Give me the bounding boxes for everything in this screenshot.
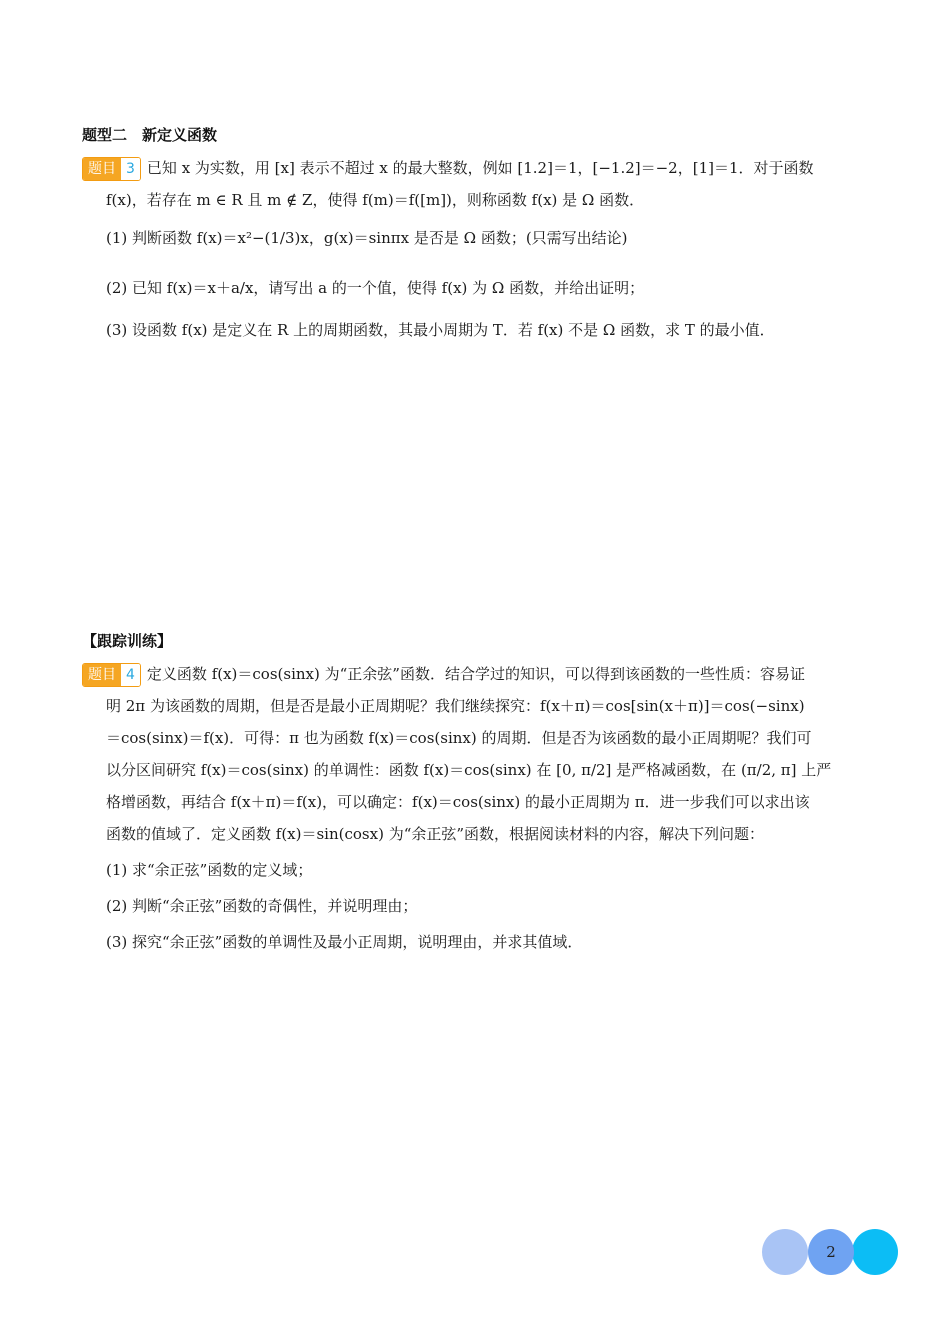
badge-label: 题目 xyxy=(83,158,121,180)
problem-3-item-2: (2) 已知 f(x)＝x＋a/x，请写出 a 的一个值，使得 f(x) 为 Ω 函数，并给出证明； xyxy=(106,279,645,297)
decor-circle-icon xyxy=(762,1229,808,1275)
problem-4-line3: ＝cos(sinx)＝f(x)．可得：π 也为函数 f(x)＝cos(sinx) 的周期．但是否为该函数的最小正周期呢？我们可 xyxy=(106,729,812,747)
problem-3-header xyxy=(82,152,872,184)
problem-4-line5: 格增函数，再结合 f(x＋π)＝f(x)，可以确定：f(x)＝cos(sinx) 的最小正周期为 π．进一步我们可以求出该 xyxy=(106,793,810,811)
problem-3-intro-line2: f(x)，若存在 m ∈ R 且 m ∉ Z，使得 f(m)＝f([m])，则称函数 f(x) 是 Ω 函数． xyxy=(106,191,645,209)
page-number: 2 xyxy=(826,1243,836,1261)
problem-3-item-3: (3) 设函数 f(x) 是定义在 R 上的周期函数，其最小周期为 T．若 f(x) 不是 Ω 函数，求 T 的最小值． xyxy=(106,321,775,339)
problem-4-header xyxy=(82,658,872,690)
problem-4-line2: 明 2π 为该函数的周期，但是否是最小正周期呢？我们继续探究：f(x＋π)＝cos[sin(x＋π)]＝cos(−sinx) xyxy=(106,697,805,715)
section-heading-practice: 【跟踪训练】 xyxy=(82,632,173,650)
problem-badge xyxy=(82,663,141,687)
problem-4-item-1: (1) 求“余正弦”函数的定义域； xyxy=(106,861,313,879)
badge-label: 题目 xyxy=(83,664,121,686)
problem-4-line4: 以分区间研究 f(x)＝cos(sinx) 的单调性：函数 f(x)＝cos(sinx) 在 [0, π/2] 是严格减函数，在 (π/2, π] 上严 xyxy=(106,761,832,779)
problem-3-intro-line1: 已知 x 为实数，用 [x] 表示不超过 x 的最大整数，例如 [1.2]＝1，[−1.2]＝−2，[1]＝1．对于函数 xyxy=(146,159,814,177)
decor-circle-icon xyxy=(852,1229,898,1275)
page-number-badge xyxy=(762,1228,902,1278)
problem-3 xyxy=(82,152,872,346)
problem-badge xyxy=(82,157,141,181)
section-heading-type2: 题型二 新定义函数 xyxy=(82,126,218,144)
problem-4-item-3: (3) 探究“余正弦”函数的单调性及最小正周期，说明理由，并求其值域． xyxy=(106,933,583,951)
problem-4-line1: 定义函数 f(x)＝cos(sinx) 为“正余弦”函数．结合学过的知识，可以得到该函数的一些性质：容易证 xyxy=(146,665,805,683)
problem-3-item-1: (1) 判断函数 f(x)＝x²−(1/3)x，g(x)＝sinπx 是否是 Ω 函数；(只需写出结论) xyxy=(106,229,628,247)
badge-number: 3 xyxy=(121,158,140,180)
problem-4-line6: 函数的值域了．定义函数 f(x)＝sin(cosx) 为“余正弦”函数，根据阅读材料的内容，解决下列问题： xyxy=(106,825,765,843)
problem-4 xyxy=(82,658,872,958)
problem-4-item-2: (2) 判断“余正弦”函数的奇偶性，并说明理由； xyxy=(106,897,418,915)
badge-number: 4 xyxy=(121,664,140,686)
